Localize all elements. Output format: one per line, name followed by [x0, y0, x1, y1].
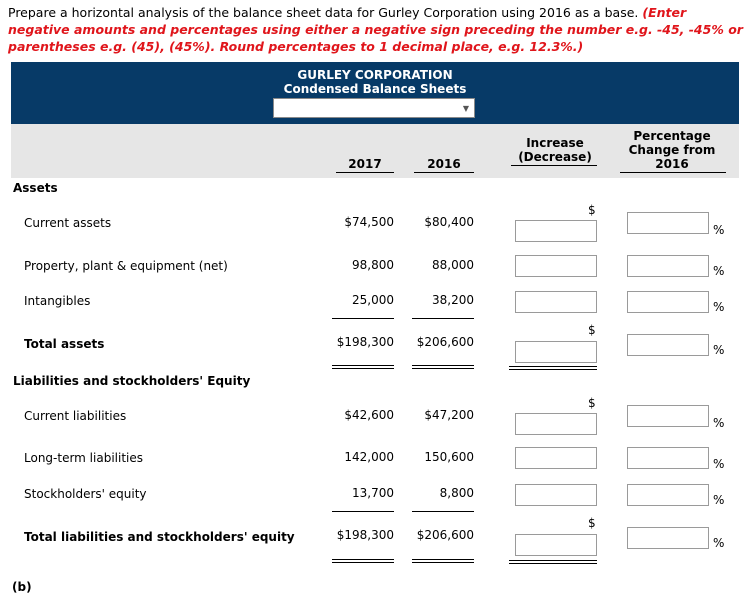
long-term-liabilities-increase-input[interactable] — [515, 447, 597, 469]
long-term-liabilities-percent-input[interactable] — [627, 447, 709, 469]
percent-sign: % — [713, 493, 725, 507]
total-liabilities-equity-percent-input[interactable] — [627, 527, 709, 549]
ppe-percent-input[interactable] — [627, 255, 709, 277]
percent-sign: % — [713, 264, 725, 278]
stockholders-equity-2017-underline — [332, 511, 394, 512]
statement-header — [11, 62, 739, 124]
intangibles-2016: 38,200 — [432, 293, 474, 307]
intangibles-2016-underline — [412, 318, 474, 319]
section-assets: Assets — [13, 181, 58, 195]
double-underline — [509, 366, 597, 367]
percent-sign: % — [713, 416, 725, 430]
row-label-current-liabilities: Current liabilities — [24, 409, 127, 423]
instructions-note: (Enter negative amounts and percentages using either a negative sign preceding the number e.g. -45, -45% or parentheses e.g. (45), (45%). Round percentages to 1 decimal place, e.g. 12.3%.) — [8, 5, 743, 54]
col-2017-underline — [336, 172, 394, 173]
stockholders-equity-percent-input[interactable] — [627, 484, 709, 506]
col-2017: 2017 — [348, 157, 382, 171]
total-assets-percent-input[interactable] — [627, 334, 709, 356]
statement-date-dropdown[interactable] — [273, 98, 475, 118]
row-label-stockholders-equity: Stockholders' equity — [24, 487, 147, 501]
double-underline — [509, 563, 597, 564]
intangibles-percent-input[interactable] — [627, 291, 709, 313]
double-underline — [509, 560, 597, 561]
current-assets-increase-input[interactable] — [515, 220, 597, 242]
row-label-current-assets: Current assets — [24, 216, 112, 230]
long-term-liabilities-2016: 150,600 — [424, 450, 474, 464]
stockholders-equity-increase-input[interactable] — [515, 484, 597, 506]
double-underline — [332, 365, 394, 366]
row-label-total-assets: Total assets — [24, 337, 105, 351]
col-increase-underline — [511, 165, 597, 166]
current-liabilities-percent-input[interactable] — [627, 405, 709, 427]
dollar-sign: $ — [588, 516, 596, 530]
total-assets-2016: $206,600 — [416, 335, 474, 349]
double-underline — [412, 562, 474, 563]
col-pct-line2: Change from — [628, 143, 716, 157]
current-liabilities-2017: $42,600 — [344, 408, 394, 422]
double-underline — [412, 368, 474, 369]
double-underline — [412, 559, 474, 560]
col-pct-line1: Percentage — [633, 129, 711, 143]
row-label-intangibles: Intangibles — [24, 294, 91, 308]
stockholders-equity-2016: 8,800 — [439, 486, 474, 500]
col-increase-decrease — [512, 136, 598, 164]
current-assets-2017: $74,500 — [344, 215, 394, 229]
instructions — [8, 4, 744, 55]
company-name: GURLEY CORPORATION — [297, 68, 453, 82]
total-assets-increase-input[interactable] — [515, 341, 597, 363]
section-liabilities-equity: Liabilities and stockholders' Equity — [13, 374, 251, 388]
long-term-liabilities-2017: 142,000 — [344, 450, 394, 464]
row-label-long-term-liabilities: Long-term liabilities — [24, 451, 143, 465]
intangibles-2017-underline — [332, 318, 394, 319]
ppe-2016: 88,000 — [432, 258, 474, 272]
double-underline — [509, 369, 597, 370]
percent-sign: % — [713, 457, 725, 471]
percent-sign: % — [713, 343, 725, 357]
dollar-sign: $ — [588, 203, 596, 217]
col-increase-line1: Increase — [526, 136, 584, 150]
double-underline — [332, 368, 394, 369]
intangibles-2017: 25,000 — [352, 293, 394, 307]
col-percentage-change — [622, 129, 722, 171]
dropdown-arrow-icon[interactable]: ▼ — [462, 104, 469, 113]
statement-title: Condensed Balance Sheets — [283, 82, 467, 96]
stockholders-equity-2016-underline — [412, 511, 474, 512]
col-2016: 2016 — [427, 157, 461, 171]
percent-sign: % — [713, 223, 725, 237]
intangibles-increase-input[interactable] — [515, 291, 597, 313]
ppe-2017: 98,800 — [352, 258, 394, 272]
total-liabilities-equity-2016: $206,600 — [416, 528, 474, 542]
total-liabilities-equity-2017: $198,300 — [336, 528, 394, 542]
row-label-ppe: Property, plant & equipment (net) — [24, 259, 228, 273]
instructions-text: Prepare a horizontal analysis of the balance sheet data for Gurley Corporation using 2016 as a base. — [8, 5, 639, 20]
percent-sign: % — [713, 536, 725, 550]
col-pct-line3: 2016 — [655, 157, 689, 171]
dollar-sign: $ — [588, 323, 596, 337]
stockholders-equity-2017: 13,700 — [352, 486, 394, 500]
double-underline — [412, 365, 474, 366]
total-liabilities-equity-increase-input[interactable] — [515, 534, 597, 556]
current-assets-percent-input[interactable] — [627, 212, 709, 234]
dollar-sign: $ — [588, 396, 596, 410]
double-underline — [332, 562, 394, 563]
total-assets-2017: $198,300 — [336, 335, 394, 349]
double-underline — [332, 559, 394, 560]
current-assets-2016: $80,400 — [424, 215, 474, 229]
ppe-increase-input[interactable] — [515, 255, 597, 277]
col-pct-underline — [620, 172, 726, 173]
current-liabilities-increase-input[interactable] — [515, 413, 597, 435]
percent-sign: % — [713, 300, 725, 314]
part-label: (b) — [12, 580, 32, 594]
col-2016-underline — [414, 172, 474, 173]
col-increase-line2: (Decrease) — [518, 150, 592, 164]
row-label-total-liabilities-equity: Total liabilities and stockholders' equity — [24, 530, 295, 544]
current-liabilities-2016: $47,200 — [424, 408, 474, 422]
